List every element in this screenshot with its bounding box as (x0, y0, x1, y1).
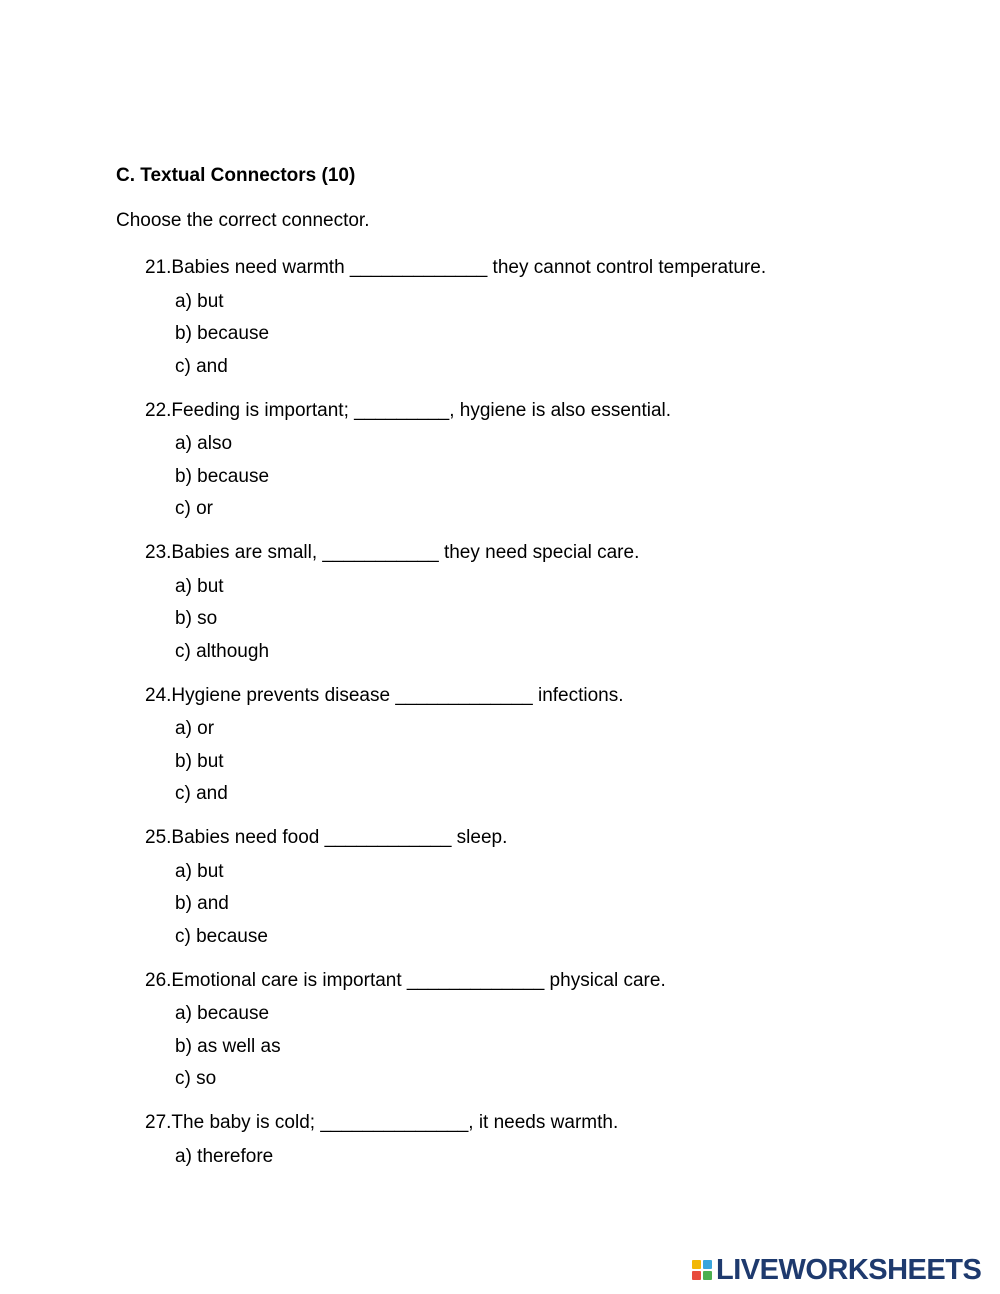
option-b[interactable]: b) because (175, 465, 270, 487)
question-text: Babies need food ____________ sleep. (171, 827, 508, 848)
question-line (145, 1108, 905, 1138)
question-line (145, 823, 905, 853)
question-26 (145, 966, 905, 1096)
question-text: Emotional care is important _____________ physical care. (171, 969, 666, 991)
logo-blocks-icon (692, 1260, 712, 1280)
option-list (175, 428, 905, 526)
question-line (145, 681, 905, 711)
option-a[interactable]: a) or (175, 718, 215, 739)
question-number: 26. (145, 969, 172, 991)
option-list (175, 1141, 905, 1174)
option-b[interactable]: b) so (175, 608, 218, 629)
logo-square-icon (692, 1271, 701, 1280)
option-b[interactable]: b) as well as (175, 1035, 281, 1057)
option-b[interactable]: b) because (175, 323, 270, 344)
question-text: The baby is cold; ______________, it needs warmth. (171, 1112, 619, 1133)
logo-square-icon (703, 1260, 712, 1269)
option-a[interactable]: a) also (175, 433, 233, 454)
liveworksheets-logo (692, 1256, 981, 1284)
question-number: 24. (145, 684, 172, 706)
option-list (175, 856, 905, 954)
question-line (145, 396, 905, 426)
option-b[interactable]: b) and (175, 893, 229, 914)
instruction-text: Choose the correct connector. (116, 210, 370, 231)
question-21 (145, 253, 905, 383)
logo-square-icon (692, 1260, 701, 1269)
question-text: Babies need warmth _____________ they cannot control temperature. (171, 257, 767, 278)
question-list (145, 253, 905, 1186)
question-22 (145, 396, 905, 526)
question-text: Feeding is important; _________, hygiene is also essential. (171, 399, 672, 421)
option-c[interactable]: c) and (175, 355, 228, 377)
option-c[interactable]: c) and (175, 783, 228, 804)
question-line (145, 538, 905, 568)
option-c[interactable]: c) because (175, 925, 268, 947)
question-number: 21. (145, 257, 172, 278)
question-27 (145, 1108, 905, 1173)
question-25 (145, 823, 905, 953)
option-a[interactable]: a) because (175, 1003, 270, 1024)
option-a[interactable]: a) therefore (175, 1145, 274, 1167)
option-a[interactable]: a) but (175, 290, 224, 312)
option-list (175, 998, 905, 1096)
option-list (175, 713, 905, 811)
question-line (145, 966, 905, 996)
option-c[interactable]: c) so (175, 1068, 217, 1089)
question-24 (145, 681, 905, 811)
question-number: 27. (145, 1112, 172, 1133)
section-title: C. Textual Connectors (10) (116, 165, 356, 186)
question-number: 23. (145, 542, 172, 563)
question-23 (145, 538, 905, 668)
option-a[interactable]: a) but (175, 575, 224, 597)
option-list (175, 571, 905, 669)
option-c[interactable]: c) or (175, 498, 213, 519)
option-c[interactable]: c) although (175, 640, 270, 662)
option-list (175, 286, 905, 384)
option-a[interactable]: a) but (175, 860, 224, 882)
question-line (145, 253, 905, 283)
question-text: Babies are small, ___________ they need special care. (171, 542, 640, 563)
question-text: Hygiene prevents disease _____________ infections. (171, 684, 624, 706)
logo-square-icon (703, 1271, 712, 1280)
question-number: 25. (145, 827, 172, 848)
question-number: 22. (145, 399, 172, 421)
option-b[interactable]: b) but (175, 750, 224, 772)
logo-text: LIVEWORKSHEETS (716, 1254, 982, 1286)
